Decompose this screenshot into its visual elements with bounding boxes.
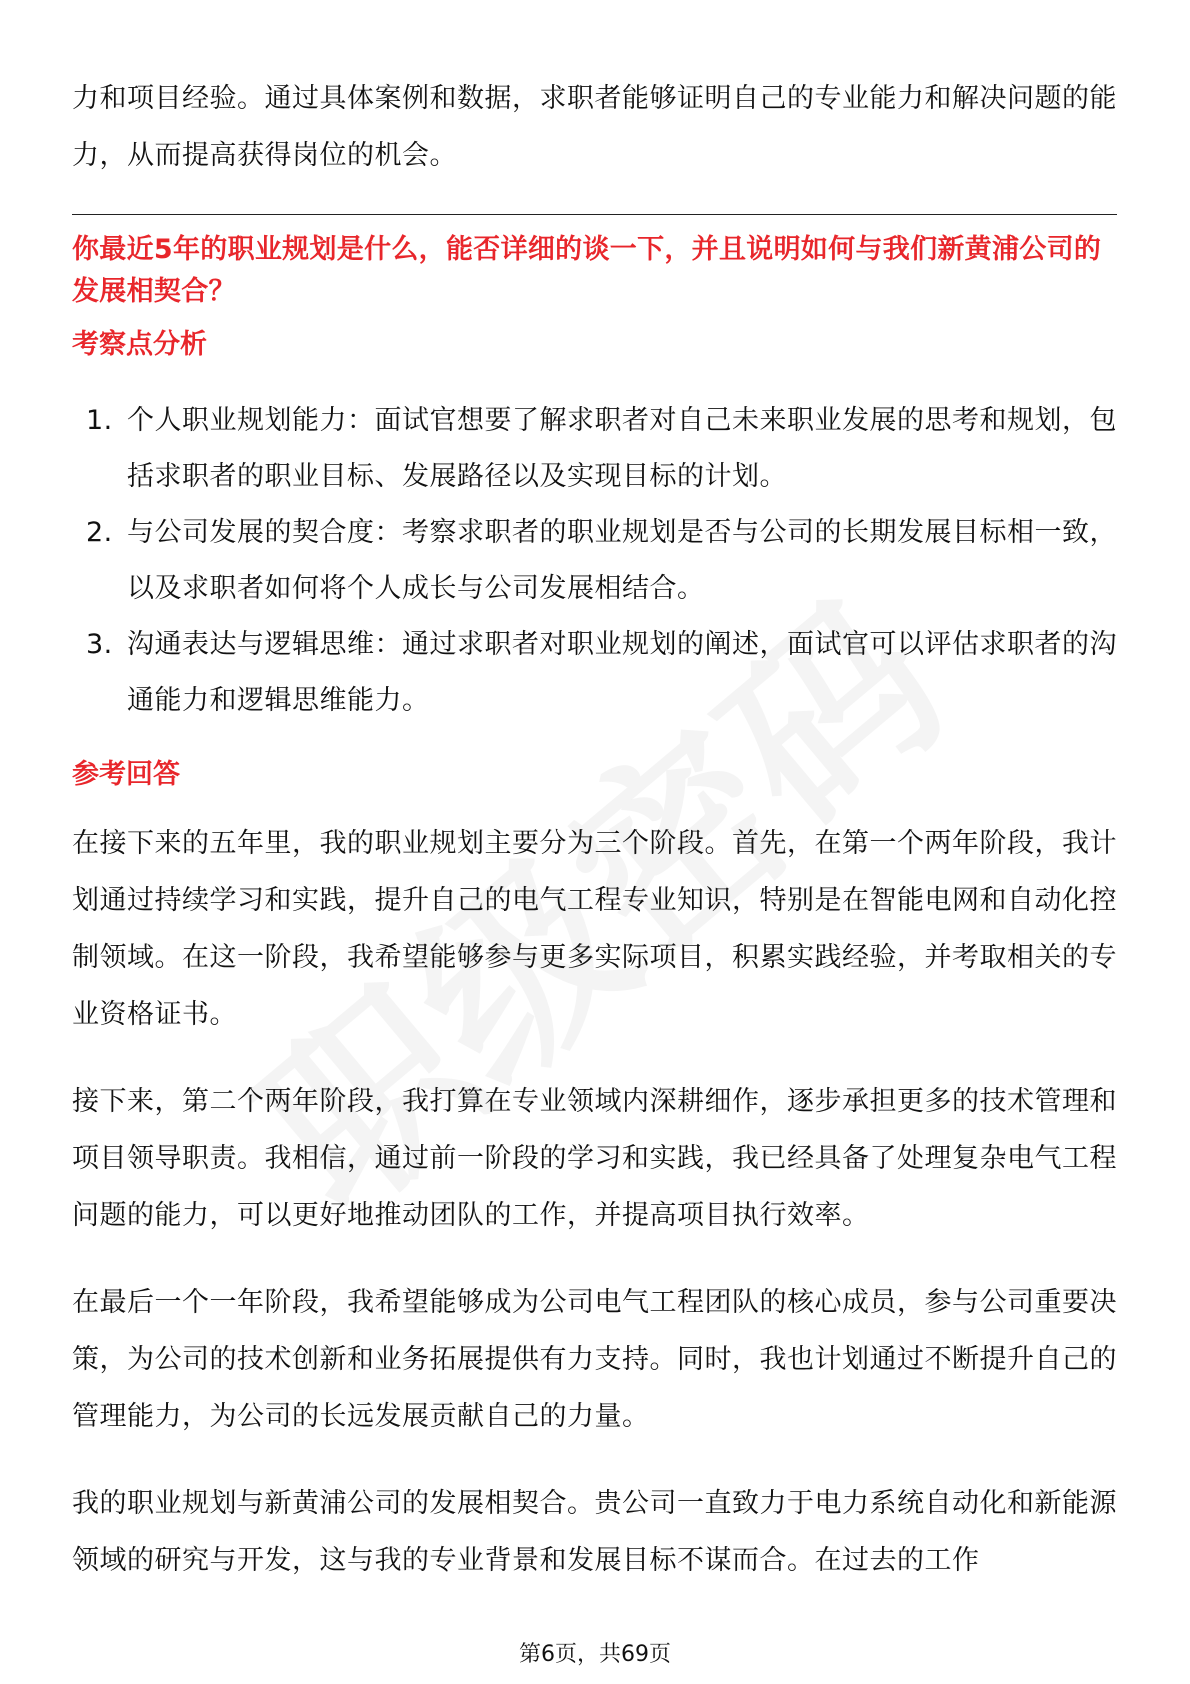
point-text: 与公司发展的契合度：考察求职者的职业规划是否与公司的长期发展目标相一致，以及求职者如何将个人成长与公司发展相结合。: [127, 517, 1117, 604]
point-number: 1.: [86, 405, 113, 436]
analysis-heading: 考察点分析: [72, 329, 207, 360]
analysis-points: [72, 393, 1117, 729]
document-page: [72, 70, 1117, 1589]
intro-paragraph: 力和项目经验。通过具体案例和数据，求职者能够证明自己的专业能力和解决问题的能力，从而提高获得岗位的机会。: [72, 83, 1117, 171]
section-divider: [72, 214, 1117, 215]
analysis-point: [72, 505, 1117, 617]
point-number: 2.: [86, 517, 113, 548]
analysis-point: [72, 393, 1117, 505]
answer-paragraph: 我的职业规划与新黄浦公司的发展相契合。贵公司一直致力于电力系统自动化和新能源领域的研究与开发，这与我的专业背景和发展目标不谋而合。在过去的工作: [72, 1488, 1117, 1576]
page-number: 第6页，共69页: [519, 1642, 671, 1667]
question-title: 你最近5年的职业规划是什么，能否详细的谈一下，并且说明如何与我们新黄浦公司的发展相契合？: [72, 234, 1102, 307]
answer-paragraph: 在接下来的五年里，我的职业规划主要分为三个阶段。首先，在第一个两年阶段，我计划通过持续学习和实践，提升自己的电气工程专业知识，特别是在智能电网和自动化控制领域。在这一阶段，我希望能够参与更多实际项目，积累实践经验，并考取相关的专业资格证书。: [72, 828, 1117, 1030]
point-number: 3.: [86, 629, 113, 660]
answer-paragraph: 接下来，第二个两年阶段，我打算在专业领域内深耕细作，逐步承担更多的技术管理和项目领导职责。我相信，通过前一阶段的学习和实践，我已经具备了处理复杂电气工程问题的能力，可以更好地推动团队的工作，并提高项目执行效率。: [72, 1086, 1117, 1231]
answer-heading: 参考回答: [72, 759, 180, 790]
answer-paragraph: 在最后一个一年阶段，我希望能够成为公司电气工程团队的核心成员，参与公司重要决策，为公司的技术创新和业务拓展提供有力支持。同时，我也计划通过不断提升自己的管理能力，为公司的长远发展贡献自己的力量。: [72, 1287, 1117, 1432]
point-text: 沟通表达与逻辑思维：通过求职者对职业规划的阐述，面试官可以评估求职者的沟通能力和逻辑思维能力。: [127, 629, 1117, 716]
point-text: 个人职业规划能力：面试官想要了解求职者对自己未来职业发展的思考和规划，包括求职者的职业目标、发展路径以及实现目标的计划。: [127, 405, 1117, 492]
analysis-point: [72, 617, 1117, 729]
